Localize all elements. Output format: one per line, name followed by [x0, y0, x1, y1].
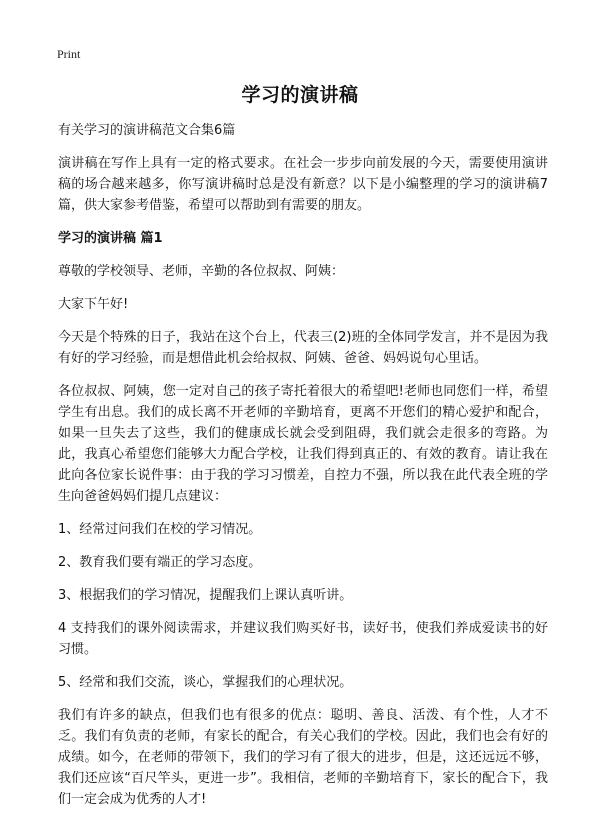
- document-body: [58, 120, 548, 822]
- paragraph: 各位叔叔、阿姨，您一定对自己的孩子寄托着很大的希望吧!老师也同您们一样，希望学生有出息。我们的成长离不开老师的辛勤培育，更离不开您们的精心爱护和配合，如果一旦失去了这些，我们的健康成长就会受到阻碍，我们就会走很多的弯路。为此，我真心希望您们能够大力配合学校，让我们得到真正的、有效的教育。请让我在此向各位家长说件事：由于我的学习习惯差，自控力不强，所以我在此代表全班的学生向爸爸妈妈们提几点建议：: [58, 384, 548, 504]
- list-item: 2、教育我们要有端正的学习态度。: [58, 555, 262, 570]
- print-label: Print: [57, 47, 81, 61]
- list-item: 4 支持我们的课外阅读需求，并建议我们购买好书，读好书，使我们养成爱读书的好习惯。: [58, 621, 548, 657]
- document-subtitle: 有关学习的演讲稿范文合集6篇: [58, 123, 236, 138]
- paragraph-salutation: 尊敬的学校领导、老师，辛勤的各位叔叔、阿姨：: [58, 264, 345, 279]
- paragraph: 我们有许多的缺点，但我们也有很多的优点：聪明、善良、活泼、有个性，人才不乏。我们有负责的老师，有家长的配合，有关心我们的学校。因此，我们也会有好的成绩。如今，在老师的带领下，我们的学习有了很大的进步，但是，这还远远不够，我们还应该“百尺竿头，更进一步”。我相信，老师的辛勤培育下，家长的配合下，我们一定会成为优秀的人才!: [58, 708, 548, 807]
- section-heading: 学习的演讲稿 篇1: [58, 231, 163, 246]
- list-item: 3、根据我们的学习情况，提醒我们上课认真听讲。: [58, 588, 353, 603]
- paragraph-greeting: 大家下午好!: [58, 297, 129, 312]
- intro-paragraph: 演讲稿在写作上具有一定的格式要求。在社会一步步向前发展的今天，需要使用演讲稿的场合越来越多，你写演讲稿时总是没有新意？以下是小编整理的学习的演讲稿7篇，供大家参考借鉴，希望可以帮助到有需要的朋友。: [58, 156, 548, 213]
- list-item: 5、经常和我们交流，谈心，掌握我们的心理状况。: [58, 675, 353, 690]
- paragraph: 今天是个特殊的日子，我站在这个台上，代表三(2)班的全体同学发言，并不是因为我有好的学习经验，而是想借此机会给叔叔、阿姨、爸爸、妈妈说句心里话。: [58, 330, 548, 366]
- page-title: 学习的演讲稿: [241, 84, 359, 106]
- list-item: 1、经常过问我们在校的学习情况。: [58, 522, 262, 537]
